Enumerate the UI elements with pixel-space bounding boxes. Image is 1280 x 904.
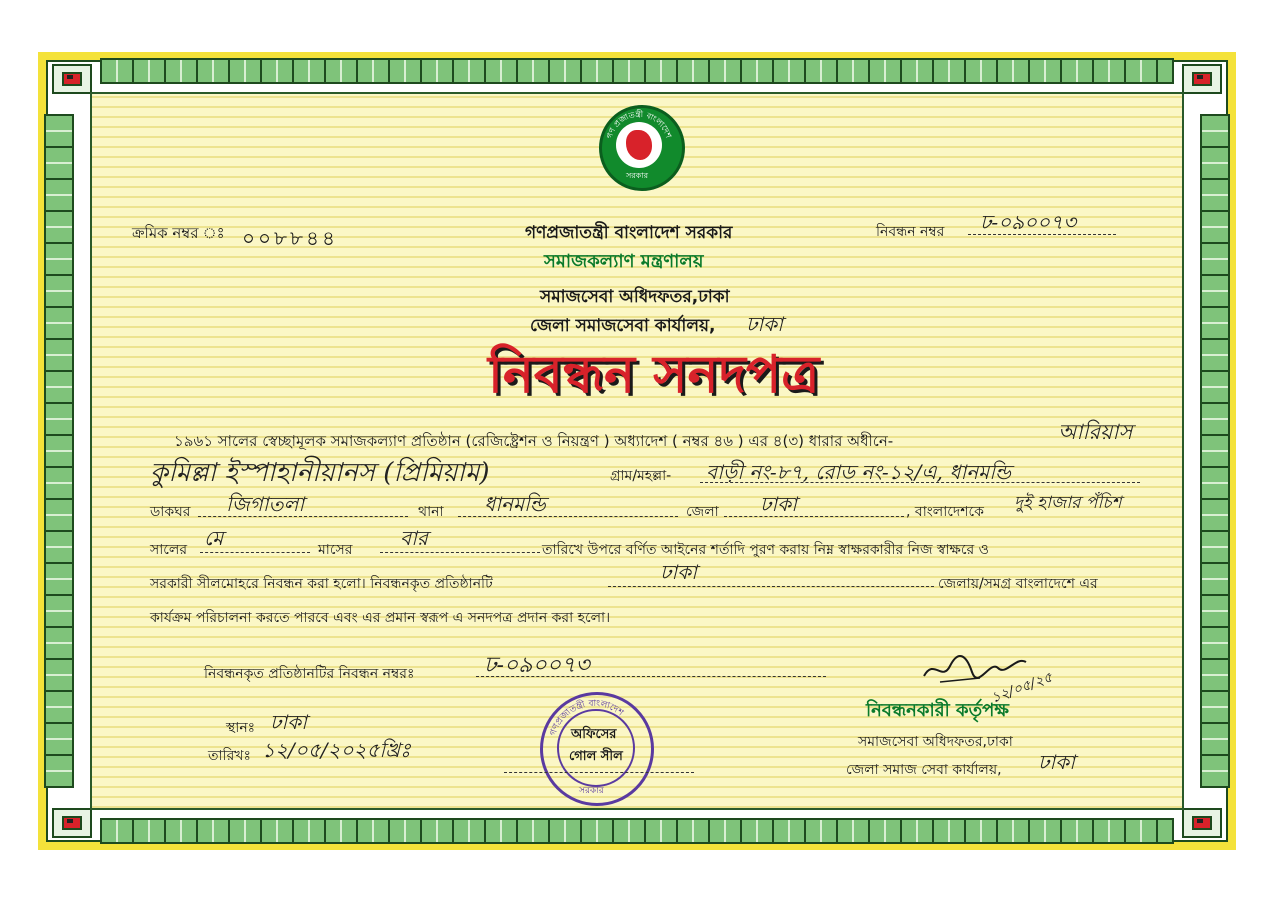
year-in-words: দুই হাজার পঁচিশ xyxy=(1014,493,1122,513)
area-value: ঢাকা xyxy=(660,560,697,584)
seal-line xyxy=(504,772,694,773)
office-seal xyxy=(540,692,654,806)
district-line xyxy=(724,516,904,517)
seal-text-round: গোল সীল xyxy=(569,749,623,764)
date-label: তারিখঃ xyxy=(208,748,251,764)
corner-flag-icon xyxy=(1182,808,1222,838)
corner-flag-icon xyxy=(52,808,92,838)
thana-value: ধানমন্ডি xyxy=(484,492,546,516)
district-office-hand: ঢাকা xyxy=(746,312,783,336)
border-left xyxy=(44,114,74,788)
district-value: ঢাকা xyxy=(760,492,797,516)
activity-line: কার্যক্রম পরিচালনা করতে পারবে এবং এর প্রমান স্বরূপ এ সনদপত্র প্রদান করা হলো। xyxy=(150,610,611,626)
seal-line: সরকারী সীলমোহরে নিবন্ধন করা হলো। নিবন্ধনকৃত প্রতিষ্ঠানটি xyxy=(150,576,493,592)
government-logo xyxy=(599,105,685,191)
ordinance-line: ১৯৬১ সালের স্বেচ্ছামূলক সমাজকল্যাণ প্রতিষ্ঠান (রেজিষ্ট্রেশন ও নিয়ন্ত্রণ ) অধ্যাদেশ ( নম্বর ৪৬ ) এর ৪(৩) ধারার অধীনে- xyxy=(174,432,894,450)
organization-name: কুমিল্লা ইস্পাহানীয়ানস (প্রিমিয়াম) xyxy=(150,458,490,488)
authority-office-hand: ঢাকা xyxy=(1038,750,1075,774)
government-name: গণপ্রজাতন্ত্রী বাংলাদেশ সরকার xyxy=(525,223,733,243)
border-bottom xyxy=(100,818,1174,844)
conditions-line: তারিখে উপরে বর্ণিত আইনের শর্তাদি পুরণ করায় নিম্ন স্বাক্ষরকারীর নিজ স্বাক্ষরে ও xyxy=(542,542,989,558)
logo-bottom-text: সরকার xyxy=(626,171,649,180)
registration-number-label: নিবন্ধনকৃত প্রতিষ্ঠানটির নিবন্ধন নম্বরঃ xyxy=(204,666,415,682)
area-scope: জেলায়/সমগ্র বাংলাদেশে এর xyxy=(938,576,1098,592)
district-office: জেলা সমাজসেবা কার্যালয়, xyxy=(530,316,716,336)
country-label: , বাংলাদেশকে xyxy=(906,504,984,520)
post-office-value: জিগাতলা xyxy=(226,492,305,516)
post-office-label: ডাকঘর xyxy=(150,504,191,520)
reg-no-label: নিবন্ধন নম্বর xyxy=(876,224,945,240)
border-top xyxy=(100,58,1174,84)
place-label: স্থানঃ xyxy=(226,720,256,736)
reg-no-value: ঢ-০৯০০৭৩ xyxy=(980,210,1077,234)
seal-bottom-text: সরকার xyxy=(579,786,604,796)
village-label: গ্রাম/মহল্লা- xyxy=(610,468,672,484)
authority-department: সমাজসেবা অধিদফতর,ঢাকা xyxy=(858,734,1013,750)
certificate-title: নিবন্ধন সনদপত্র xyxy=(488,345,820,405)
village-value: বাড়ী নং-৮৭, রোড নং-১২/এ, ধানমন্ডি xyxy=(706,460,1011,484)
corner-flag-icon xyxy=(1182,64,1222,94)
year-label: সালের xyxy=(150,542,188,558)
ministry-name: সমাজকল্যাণ মন্ত্রণালয় xyxy=(544,251,704,272)
logo-ring-text: গণ প্রজাতন্ত্রী বাংলাদেশ xyxy=(604,109,673,140)
month-label: মাসের xyxy=(318,542,353,558)
district-label: জেলা xyxy=(686,504,719,520)
ordinance-hand: আরিয়াস xyxy=(1058,420,1133,444)
registration-number-value: ঢ-০৯০০৭৩ xyxy=(484,653,590,678)
place-value: ঢাকা xyxy=(270,710,307,734)
seal-text-office: অফিসের xyxy=(571,727,617,742)
signature-date: ১২/০৫/২৫ xyxy=(989,669,1055,707)
thana-label: থানা xyxy=(418,504,444,520)
serial-label: ক্রমিক নম্বর ঃ xyxy=(132,224,225,242)
serial-number: ০০৮৮৪৪ xyxy=(242,226,338,250)
day-value: বার xyxy=(400,526,428,550)
department-name: সমাজসেবা অধিদফতর,ঢাকা xyxy=(540,287,730,307)
month-value: মে xyxy=(204,526,224,550)
date-value: ১২/০৫/২০২৫খ্রিঃ xyxy=(262,738,411,762)
authority-office: জেলা সমাজ সেবা কার্যালয়, xyxy=(846,762,1002,778)
authority-title: নিবন্ধনকারী কর্তৃপক্ষ xyxy=(866,700,1009,721)
corner-flag-icon xyxy=(52,64,92,94)
svg-text:গণ প্রজাতন্ত্রী বাংলাদেশ xyxy=(605,109,673,140)
area-line xyxy=(608,586,934,587)
border-right xyxy=(1200,114,1230,788)
seal-ring-text: গণপ্রজাতন্ত্রী বাংলাদেশ xyxy=(548,698,625,738)
